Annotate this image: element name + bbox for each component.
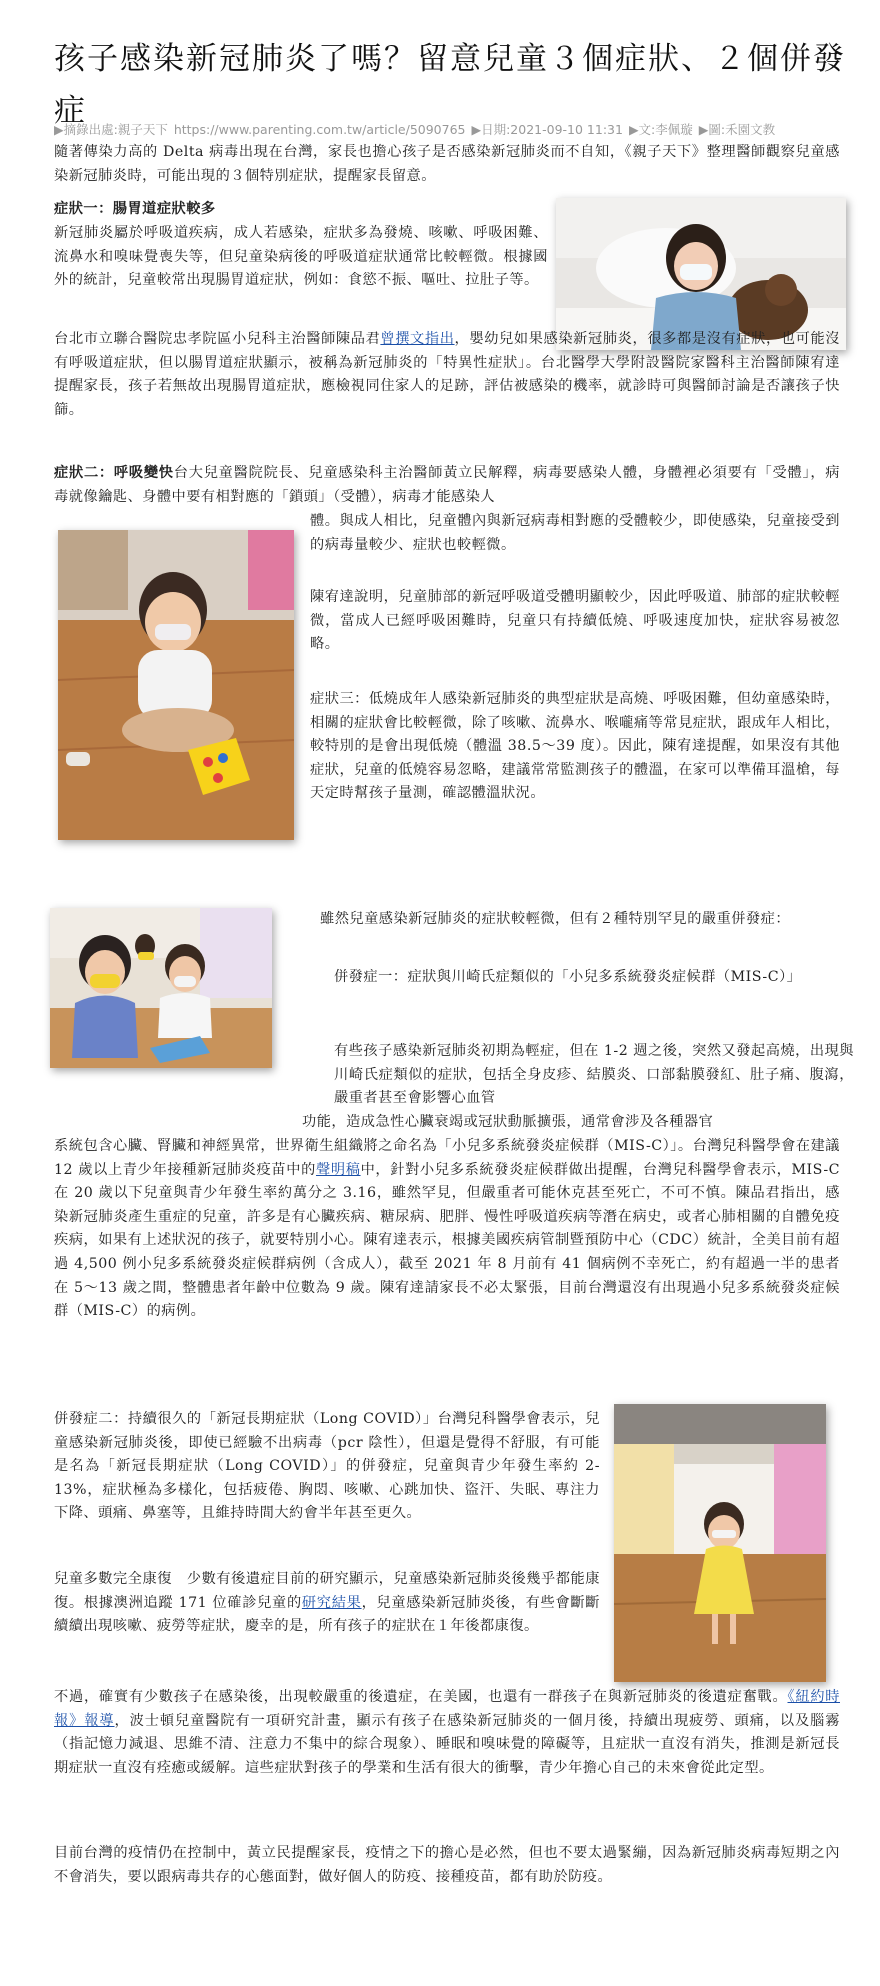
complication1-text-b: 中，針對小兒多系統發炎症候群做出提醒，台灣兒科醫學會表示，MIS-C 在 20 歲以下兒童與青少年發生率約萬分之 3.16，雖然罕見，但嚴重者可能休克甚至死亡，不可不慎。陳品君指出，感染新冠肺炎產生重症的兒童，許多是有心臟疾病、糖尿病、肥胖、慢性呼吸道疾病等潛在病史，或者心肺相關的自體免疫疾病，如果有上述狀況的孩子，就要特別小心。陳宥達表示，根據美國疾病管制暨預防中心（CDC）統計，全美目前有超過 4,500 例小兒多系統發炎症候群病例（含成人），截至 2021 年 8 月前有 41 個病例不幸死亡，約有超過一半的患者在 5～13 歲之間，整體患者年齡中位數為 9 歲。陳宥達請家長不必太緊張，目前台灣還沒有出現過小兒多系統發炎症候群（MIS-C）的病例。 (54, 1161, 840, 1320)
recovery-study-link[interactable]: 研究結果 (301, 1594, 362, 1611)
intro-paragraph: 隨著傳染力高的 Delta 病毒出現在台灣，家長也擔心孩子是否感染新冠肺炎而不自知，《親子天下》整理醫師觀察兒童感染新冠肺炎時，可能出現的３個特別症狀，提醒家長留意。 (54, 144, 840, 184)
closing-paragraph: 目前台灣的疫情仍在控制中，黃立民提醒家長，疫情之下的擔心是必然，但也不要太過緊繃，因為新冠肺炎病毒短期之內不會消失，要以跟病毒共存的心態面對，做好個人的防疫、接種疫苗，都有助於防疫。 (54, 1845, 840, 1885)
photo-girl-yellow-dress (614, 1404, 826, 1682)
complication1-heading: 併發症一：症狀與川崎氏症類似的「小兒多系統發炎症候群（MIS-C）」 (334, 969, 802, 985)
meta-date: ▶日期:2021-09-10 11:31 (471, 122, 623, 137)
symptom2-text-a: 台大兒童醫院院長、兒童感染科主治醫師黃立民解釋，病毒要感染人體，身體裡必須要有「受體」，病毒就像鑰匙、身體中要有相對應的「鎖頭」（受體），病毒才能感染人 (54, 465, 840, 505)
symptom1-paragraph2 (54, 328, 840, 422)
symptom1-text-a: 台北市立聯合醫院忠孝院區小兒科主治醫師陳品君 (54, 331, 381, 347)
article-title: 孩子感染新冠肺炎了嗎？留意兒童３個症狀、２個併發症 (54, 40, 846, 129)
aftereffects-text-b: ，波士頓兒童醫院有一項研究計畫，顯示有孩子在感染新冠肺炎的一個月後，持續出現疲勞、頭痛，以及腦霧（指記憶力減退、思維不清、注意力不集中的綜合現象）、睡眠和嗅味覺的障礙等，且症狀一直沒有消失，推測是新冠長期症狀一直沒有痊癒或緩解。這些症狀對孩子的學業和生活有很大的衝擊，青少年擔心自己的未來會從此定型。 (54, 1712, 840, 1776)
nytimes-link[interactable]: 《紐約時報》報導 (54, 1689, 840, 1729)
aftereffects-text-a: 不過，確實有少數孩子在感染後，出現較嚴重的後遺症，在美國，也還有一群孩子在與新冠肺炎的後遺症奮戰。 (54, 1689, 788, 1705)
complication1-paragraph1: 有些孩子感染新冠肺炎初期為輕症，但在 1-2 週之後，突然又發起高燒，出現與川崎氏症類似的症狀，包括全身皮疹、結膜炎、口部黏膜發紅、肚子痛、腹瀉，嚴重者甚至會影響心血管 (334, 1043, 854, 1107)
complication1-link[interactable]: 聲明稿 (315, 1161, 361, 1178)
complication1-paragraph2: 功能，造成急性心臟衰竭或冠狀動脈擴張，通常會涉及各種器官 (302, 1114, 714, 1130)
complication1-text-a: 系統包含心臟、腎臟和神經異常，世界衛生組織將之命名為「小兒多系統發炎症候群（MIS-C）」。台灣兒科醫學會在建議 12 歲以上青少年接種新冠肺炎疫苗中的 (54, 1138, 840, 1178)
symptom2-lead: 症狀二：呼吸變快 (54, 465, 174, 481)
symptom2-paragraph2: 陳宥達說明，兒童肺部的新冠呼吸道受體明顯較少，因此呼吸道、肺部的症狀較輕微，當成人已經呼吸困難時，兒童只有持續低燒、呼吸速度加快，症狀容易被忽略。 (310, 589, 840, 653)
complication2-paragraph: 併發症二：持續很久的「新冠長期症狀（Long COVID）」台灣兒科醫學會表示，兒童感染新冠肺炎後，即使已經驗不出病毒（pcr 陰性），但還是覺得不舒服，有可能是名為「新冠長期症狀（Long COVID）」的併發症，兒童與青少年發生率約 2-13%，症狀極為多樣化，包括疲倦、胸悶、咳嗽、心跳加快、盜汗、失眠、專注力下降、頭痛、鼻塞等，且維持時間大約會半年甚至更久。 (54, 1411, 600, 1522)
symptom2-paragraph1a (54, 462, 840, 509)
article-meta (54, 120, 854, 138)
meta-source: ▶摘錄出處:親子天下 (54, 122, 168, 137)
symptom1-text-b: ，嬰幼兒如果感染新冠肺炎，很多都是沒有症狀，也可能沒有呼吸道症狀，但以腸胃道症狀顯示，被稱為新冠肺炎的「特異性症狀」。台北醫學大學附設醫院家醫科主治醫師陳宥達提醒家長，孩子若無故出現腸胃道症狀，應檢視同住家人的足跡，評估被感染的機率，就診時可與醫師討論是否讓孩子快篩。 (54, 331, 840, 418)
recovery-text-a: 兒童多數完全康復 少數有後遺症目前的研究顯示，兒童感染新冠肺炎後幾乎都能康復。根據澳洲追蹤 171 位確診兒童的 (54, 1571, 600, 1611)
symptom1-heading: 症狀一：腸胃道症狀較多 (54, 201, 216, 217)
photo-kids-with-masks (50, 908, 272, 1068)
symptom1-paragraph1: 新冠肺炎屬於呼吸道疾病，成人若感染，症狀多為發燒、咳嗽、呼吸困難、流鼻水和嗅味覺喪失等，但兒童染病後的呼吸道症狀通常比較輕微。根據國外的統計，兒童較常出現腸胃道症狀，例如：食慾不振、嘔吐、拉肚子等。 (54, 225, 548, 289)
symptom1-link[interactable]: 曾撰文指出 (380, 331, 455, 347)
symptom3-paragraph: 症狀三：低燒成年人感染新冠肺炎的典型症狀是高燒、呼吸困難，但幼童感染時，相關的症狀會比較輕微，除了咳嗽、流鼻水、喉嚨痛等常見症狀，跟成年人相比，較特別的是會出現低燒（體溫 38.5～39 度）。因此，陳宥達提醒，如果沒有其他症狀，兒童的低燒容易忽略，建議常常監測孩子的體溫，在家可以準備耳溫槍，每天定時幫孩子量測，確認體溫狀況。 (310, 691, 840, 802)
aftereffects-paragraph (54, 1686, 840, 1780)
meta-url[interactable]: https://www.parenting.com.tw/article/5090765 (173, 122, 466, 137)
symptom2-paragraph1b: 體。與成人相比，兒童體內與新冠病毒相對應的受體較少，即使感染，兒童接受到的病毒量較少、症狀也較輕微。 (310, 513, 840, 553)
complications-intro: 雖然兒童感染新冠肺炎的症狀較輕微，但有２種特別罕見的嚴重併發症： (320, 911, 791, 927)
complication1-paragraph3 (54, 1135, 840, 1324)
recovery-text-b: ，兒童感染新冠肺炎後，有些會斷斷續續出現咳嗽、疲勞等症狀，慶幸的是，所有孩子的症狀在１年後都康復。 (54, 1594, 600, 1635)
meta-author: ▶文:李佩璇 (628, 122, 693, 137)
recovery-paragraph (54, 1568, 600, 1639)
photo-toddler-with-toy (58, 530, 294, 840)
meta-photo-credit: ▶圖:禾園文教 (698, 122, 776, 137)
